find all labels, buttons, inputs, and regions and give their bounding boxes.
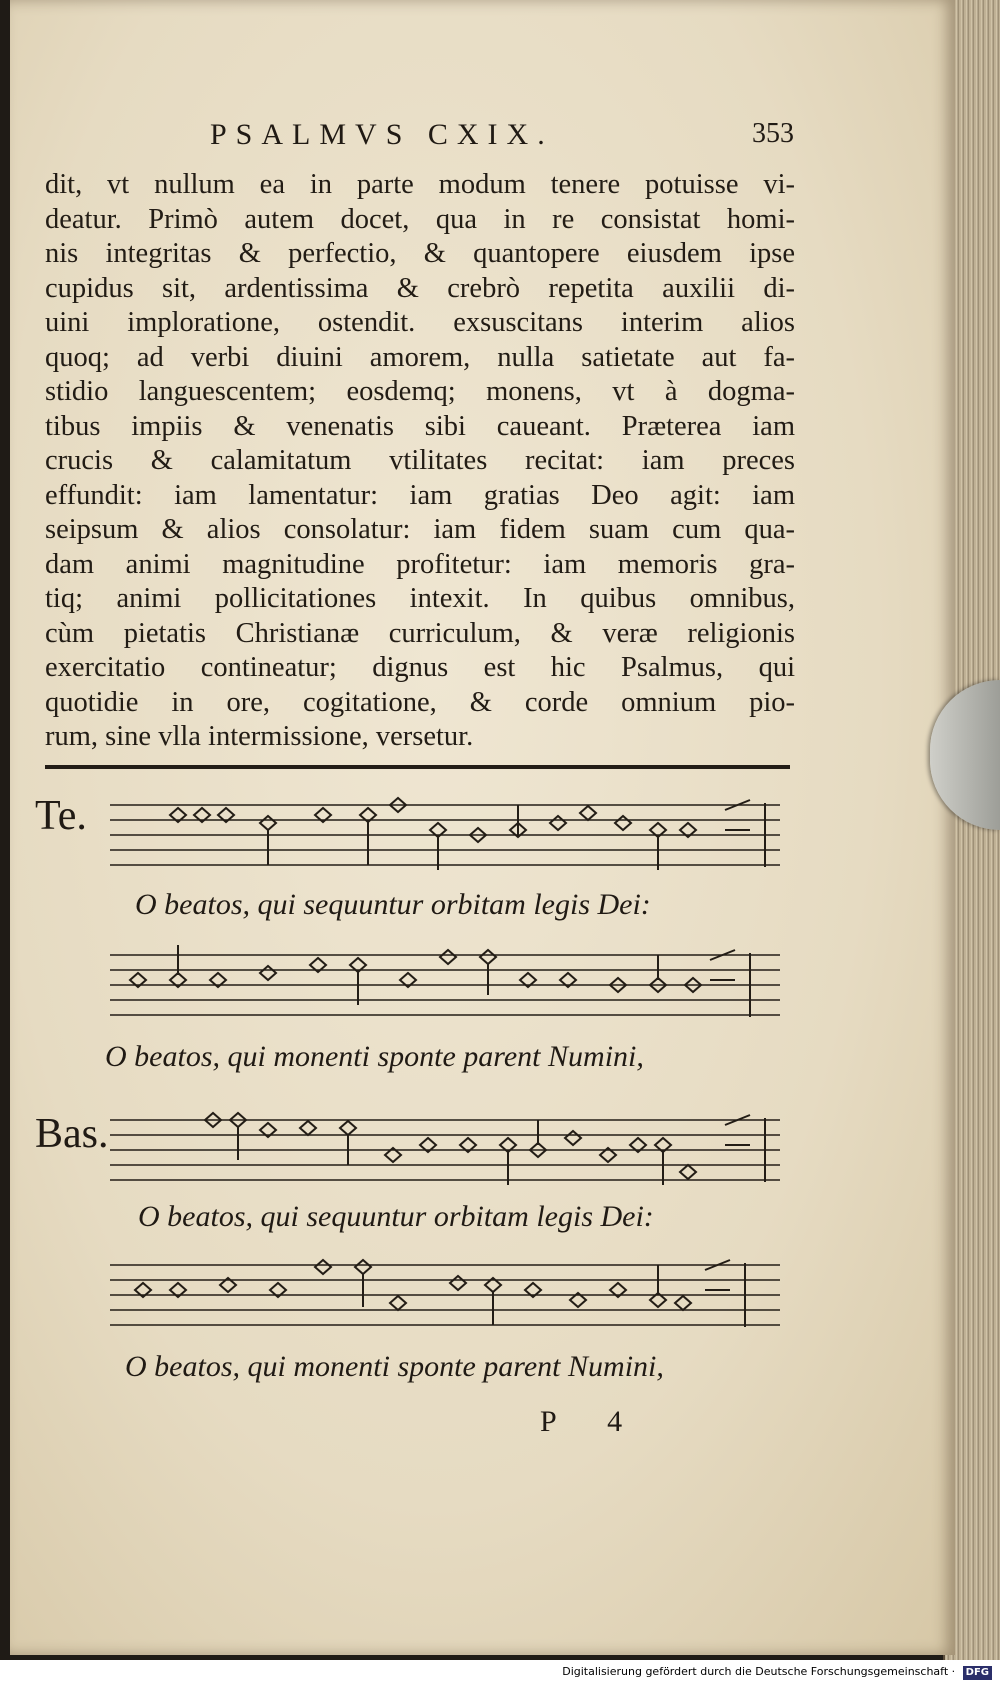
signature-mark: P 4 [540, 1405, 645, 1438]
voice-label-bass: Bas. [35, 1111, 109, 1157]
text-line: nis integritas & perfectio, & quantopere eiusdem ipse [45, 238, 795, 269]
section-rule [45, 765, 790, 769]
lyric-line: O beatos, qui sequuntur orbitam legis Dei: [135, 888, 651, 921]
running-title: PSALMVS CXIX. [210, 118, 554, 151]
text-line: dam animi magnitudine profitetur: iam memoris gra- [45, 548, 795, 580]
folio-number: 353 [752, 118, 794, 149]
text-line: dit, vt nullum ea in parte modum tenere potuisse vi- [45, 169, 795, 200]
text-line: uini imploratione, ostendit. exsuscitans interim alios [45, 307, 795, 338]
text-line: seipsum & alios consolatur: iam fidem suam cum qua- [45, 514, 795, 545]
text-line: deatur. Primò autem docet, qua in re consistat homi- [45, 203, 795, 235]
text-line: cùm pietatis Christianæ curriculum, & veræ religionis [45, 617, 795, 649]
music-staff-tenor-2 [110, 935, 780, 1030]
text-line: stidio languescentem; eosdemq; monens, vt à dogma- [45, 376, 795, 407]
footer-credit: Digitalisierung gefördert durch die Deutsche Forschungsgemeinschaft [562, 1665, 949, 1678]
book-page [10, 0, 955, 1655]
digitization-footer: Digitalisierung gefördert durch die Deutsche Forschungsgemeinschaft · DFG [0, 1660, 1000, 1684]
body-text [45, 168, 795, 755]
text-line: rum, sine vlla intermissione, versetur. [45, 721, 474, 752]
text-line: cupidus sit, ardentissima & crebrò repetita auxilii di- [45, 272, 795, 304]
text-line: quotidie in ore, cogitatione, & corde omnium pio- [45, 686, 795, 718]
lyric-line: O beatos, qui monenti sponte parent Numini, [125, 1350, 664, 1383]
music-staff-tenor-1 [110, 785, 780, 875]
music-staff-bass-1 [110, 1100, 780, 1190]
music-staff-bass-2 [110, 1245, 780, 1340]
voice-label-tenor: Te. [35, 793, 87, 839]
text-line: tiq; animi pollicitationes intexit. In quibus omnibus, [45, 583, 795, 614]
lyric-line: O beatos, qui sequuntur orbitam legis Dei: [138, 1200, 654, 1233]
text-line: quoq; ad verbi diuini amorem, nulla satietate aut fa- [45, 341, 795, 373]
text-line: tibus impiis & venenatis sibi caueant. Præterea iam [45, 410, 795, 442]
text-line: effundit: iam lamentatur: iam gratias Deo agit: iam [45, 479, 795, 511]
lyric-line: O beatos, qui monenti sponte parent Numini, [105, 1040, 644, 1073]
text-line: exercitatio contineatur; dignus est hic Psalmus, qui [45, 652, 795, 683]
dfg-logo: DFG [963, 1666, 992, 1680]
text-line: crucis & calamitatum vtilitates recitat: iam preces [45, 445, 795, 476]
